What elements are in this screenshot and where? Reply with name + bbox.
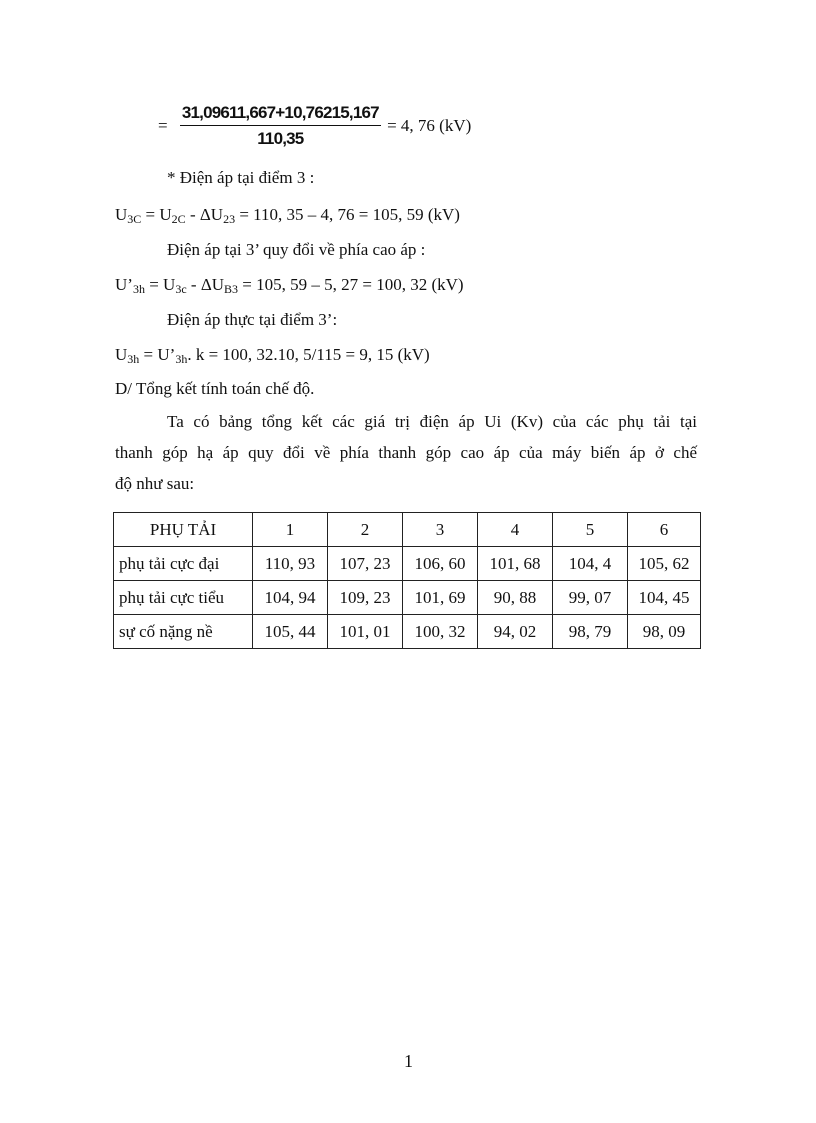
table-cell: 104, 45 (628, 581, 701, 615)
paragraph-line: độ như sau: (115, 474, 195, 493)
summary-paragraph (115, 406, 697, 499)
table-header-cell: 2 (328, 513, 403, 547)
page-number: 1 (404, 1051, 413, 1071)
formula-denominator: 110,35 (257, 129, 304, 148)
eq-subscript: 3c (175, 282, 187, 296)
table-cell: 90, 88 (478, 581, 553, 615)
table-header-cell: 3 (403, 513, 478, 547)
row-label: phụ tải cực tiểu (114, 581, 253, 615)
formula-fraction-line (158, 103, 471, 149)
eq-subscript: 3C (127, 212, 142, 226)
formula-numerator: 31,09611,667+10,76215,167 (180, 103, 381, 126)
table-cell: 107, 23 (328, 547, 403, 581)
table-header-cell: 5 (553, 513, 628, 547)
formula-fraction (180, 103, 381, 149)
actual-heading: Điện áp thực tại điểm 3’: (167, 310, 338, 329)
eq-subscript: 3h (132, 282, 145, 296)
table-row (114, 581, 701, 615)
table-cell: 98, 79 (553, 615, 628, 649)
table-cell: 101, 01 (328, 615, 403, 649)
table-header-cell: 1 (253, 513, 328, 547)
paragraph-line: thanh góp hạ áp quy đổi về phía thanh góp cao áp của máy biến áp ở chế (115, 443, 697, 462)
table-header-row (114, 513, 701, 547)
point3-heading: * Điện áp tại điểm 3 : (167, 168, 315, 187)
table-header-cell: PHỤ TẢI (114, 513, 253, 547)
u3c-equation (115, 205, 460, 225)
table-cell: 104, 4 (553, 547, 628, 581)
eq-subscript: B3 (224, 282, 239, 296)
eq-subscript: 2C (171, 212, 186, 226)
table-cell: 100, 32 (403, 615, 478, 649)
eq-term: = 110, 35 – 4, 76 = 105, 59 (kV) (235, 205, 460, 224)
table-header-cell: 6 (628, 513, 701, 547)
eq-term: - ΔU (185, 205, 224, 224)
eq-term: U’ (115, 275, 133, 294)
eq-term: = 105, 59 – 5, 27 = 100, 32 (kV) (238, 275, 464, 294)
table-cell: 101, 68 (478, 547, 553, 581)
eq-term: = U’ (139, 345, 176, 364)
eq-term: . k = 100, 32.10, 5/115 = 9, 15 (kV) (187, 345, 430, 364)
eq-subscript: 3h (127, 352, 140, 366)
table-cell: 105, 44 (253, 615, 328, 649)
eq-subscript: 23 (223, 212, 236, 226)
voltage-summary-table (113, 512, 701, 649)
table-cell: 105, 62 (628, 547, 701, 581)
table-cell: 94, 02 (478, 615, 553, 649)
table-cell: 99, 07 (553, 581, 628, 615)
table-cell: 109, 23 (328, 581, 403, 615)
table-header-cell: 4 (478, 513, 553, 547)
eq-term: U (115, 345, 128, 364)
paragraph-line: Ta có bảng tổng kết các giá trị điện áp Ui (Kv) của các phụ tải tại (167, 412, 697, 431)
eq-term: = U (141, 205, 172, 224)
table-cell: 101, 69 (403, 581, 478, 615)
point3p-heading: Điện áp tại 3’ quy đổi về phía cao áp : (167, 240, 426, 259)
table-cell: 106, 60 (403, 547, 478, 581)
row-label: sự cố nặng nề (114, 615, 253, 649)
table-cell: 104, 94 (253, 581, 328, 615)
u3h-equation (115, 275, 464, 295)
formula-result: = 4, 76 (kV) (387, 116, 472, 135)
row-label: phụ tải cực đại (114, 547, 253, 581)
table-cell: 110, 93 (253, 547, 328, 581)
eq-subscript: 3h (175, 352, 188, 366)
formula-equals: = (158, 116, 168, 135)
eq-term: U (115, 205, 128, 224)
u3h-actual-equation (115, 345, 430, 365)
section-heading: D/ Tổng kết tính toán chế độ. (115, 379, 315, 398)
eq-term: - ΔU (186, 275, 225, 294)
table-cell: 98, 09 (628, 615, 701, 649)
table-row (114, 615, 701, 649)
table-row (114, 547, 701, 581)
eq-term: = U (144, 275, 176, 294)
